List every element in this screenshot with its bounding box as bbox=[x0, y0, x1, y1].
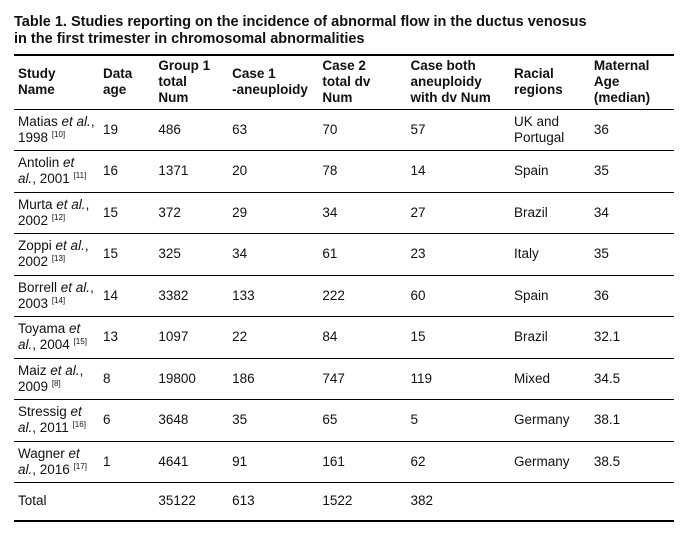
racial-region-cell bbox=[510, 275, 590, 317]
group1-total-cell: 1097 bbox=[154, 317, 228, 359]
group1-total-cell: 4641 bbox=[154, 441, 228, 483]
study-author: Stressig bbox=[18, 404, 67, 420]
column-header-line: Case both bbox=[410, 58, 476, 74]
study-year: , 2016 bbox=[32, 461, 70, 477]
study-name-cell bbox=[14, 358, 99, 400]
total-row bbox=[14, 483, 674, 521]
case2-dv-cell: 747 bbox=[318, 358, 406, 400]
racial-region-cell bbox=[510, 234, 590, 276]
study-reference: [11] bbox=[73, 171, 87, 181]
table-row bbox=[14, 400, 674, 442]
case-both-cell: 5 bbox=[406, 400, 510, 442]
case1-aneuploidy-cell: 34 bbox=[228, 234, 318, 276]
table-row bbox=[14, 358, 674, 400]
case1-aneuploidy-cell: 91 bbox=[228, 441, 318, 483]
column-header bbox=[510, 55, 590, 109]
column-header bbox=[228, 55, 318, 109]
case-both-cell: 14 bbox=[406, 151, 510, 193]
total-maternal-age bbox=[590, 483, 674, 521]
study-reference: [17] bbox=[73, 461, 87, 471]
case2-dv-cell: 222 bbox=[318, 275, 406, 317]
group1-total-cell: 19800 bbox=[154, 358, 228, 400]
study-name-cell bbox=[14, 441, 99, 483]
data-age-cell: 15 bbox=[99, 192, 154, 234]
column-header-line: aneuploidy bbox=[410, 74, 482, 90]
column-header-line: with dv Num bbox=[410, 90, 491, 106]
maternal-age-cell: 35 bbox=[590, 234, 674, 276]
region-line: UK and bbox=[513, 113, 559, 129]
group1-total-cell: 3648 bbox=[154, 400, 228, 442]
table-body bbox=[14, 109, 674, 521]
case-both-cell: 27 bbox=[406, 192, 510, 234]
column-header-line: Age bbox=[593, 74, 620, 90]
case1-aneuploidy-cell: 20 bbox=[228, 151, 318, 193]
table-row bbox=[14, 151, 674, 193]
study-name-cell bbox=[14, 151, 99, 193]
study-author: Zoppi bbox=[18, 238, 52, 254]
study-year: , 2004 bbox=[32, 337, 70, 353]
study-author: Antolin bbox=[18, 155, 60, 171]
table-row bbox=[14, 317, 674, 359]
maternal-age-cell: 34 bbox=[590, 192, 674, 234]
region-line: Germany bbox=[513, 453, 570, 469]
data-age-cell: 19 bbox=[99, 109, 154, 151]
racial-region-cell bbox=[510, 317, 590, 359]
column-header bbox=[14, 55, 99, 109]
study-name-cell bbox=[14, 317, 99, 359]
study-etal: et al. bbox=[50, 362, 80, 378]
case1-aneuploidy-cell: 22 bbox=[228, 317, 318, 359]
caption-line-1: Table 1. Studies reporting on the incidence of abnormal flow in the ductus venosus bbox=[14, 14, 587, 30]
case2-dv-cell: 70 bbox=[318, 109, 406, 151]
region-line: Portugal bbox=[513, 129, 565, 145]
study-etal: et al. bbox=[60, 279, 91, 295]
table-caption bbox=[14, 14, 674, 48]
case2-dv-cell: 61 bbox=[318, 234, 406, 276]
study-author: Toyama bbox=[18, 321, 66, 337]
study-reference: [13] bbox=[51, 254, 66, 264]
column-header bbox=[406, 55, 510, 109]
data-age-cell: 13 bbox=[99, 317, 154, 359]
study-author: Matias bbox=[18, 113, 58, 129]
study-year: , 2001 bbox=[32, 171, 70, 187]
total-case2: 1522 bbox=[318, 483, 406, 521]
case2-dv-cell: 78 bbox=[318, 151, 406, 193]
total-case-both: 382 bbox=[406, 483, 510, 521]
study-reference: [8] bbox=[51, 378, 61, 388]
study-name-cell bbox=[14, 192, 99, 234]
study-year: , 2002 bbox=[18, 238, 89, 270]
data-age-cell: 16 bbox=[99, 151, 154, 193]
study-year: , 2011 bbox=[32, 420, 69, 436]
table-row bbox=[14, 109, 674, 151]
study-reference: [14] bbox=[51, 295, 66, 305]
total-case1: 613 bbox=[228, 483, 318, 521]
column-header bbox=[318, 55, 406, 109]
column-header-line: -aneuploidy bbox=[232, 82, 308, 98]
maternal-age-cell: 34.5 bbox=[590, 358, 674, 400]
case-both-cell: 57 bbox=[406, 109, 510, 151]
column-header-line: Num bbox=[158, 90, 189, 106]
case-both-cell: 15 bbox=[406, 317, 510, 359]
case1-aneuploidy-cell: 186 bbox=[228, 358, 318, 400]
column-header-line: Racial bbox=[513, 66, 554, 82]
study-reference: [15] bbox=[73, 337, 87, 347]
study-year: , 1998 bbox=[18, 113, 95, 145]
region-line: Spain bbox=[513, 287, 549, 303]
case1-aneuploidy-cell: 29 bbox=[228, 192, 318, 234]
study-author: Maiz bbox=[18, 362, 47, 378]
column-header-line: total dv bbox=[322, 74, 371, 90]
region-line: Mixed bbox=[513, 370, 550, 386]
racial-region-cell bbox=[510, 192, 590, 234]
study-etal: et al. bbox=[18, 321, 81, 353]
maternal-age-cell: 36 bbox=[590, 275, 674, 317]
column-header bbox=[590, 55, 674, 109]
group1-total-cell: 486 bbox=[154, 109, 228, 151]
column-header-line: age bbox=[103, 82, 127, 98]
case2-dv-cell: 65 bbox=[318, 400, 406, 442]
data-age-cell: 1 bbox=[99, 441, 154, 483]
data-age-cell: 6 bbox=[99, 400, 154, 442]
maternal-age-cell: 32.1 bbox=[590, 317, 674, 359]
column-header-line: (median) bbox=[593, 90, 651, 106]
study-etal: et al. bbox=[18, 404, 82, 436]
study-etal: et al. bbox=[55, 238, 85, 254]
column-header-line: Name bbox=[18, 82, 55, 98]
group1-total-cell: 372 bbox=[154, 192, 228, 234]
region-line: Brazil bbox=[513, 329, 548, 345]
racial-region-cell bbox=[510, 358, 590, 400]
study-name-cell bbox=[14, 400, 99, 442]
column-header-line: regions bbox=[513, 82, 563, 98]
region-line: Germany bbox=[513, 412, 570, 428]
table-row bbox=[14, 441, 674, 483]
column-header-line: Num bbox=[322, 90, 353, 106]
case2-dv-cell: 84 bbox=[318, 317, 406, 359]
region-line: Spain bbox=[513, 163, 549, 179]
case-both-cell: 23 bbox=[406, 234, 510, 276]
maternal-age-cell: 38.5 bbox=[590, 441, 674, 483]
study-reference: [10] bbox=[51, 129, 66, 139]
study-author: Murta bbox=[18, 196, 53, 212]
maternal-age-cell: 35 bbox=[590, 151, 674, 193]
case-both-cell: 60 bbox=[406, 275, 510, 317]
racial-region-cell bbox=[510, 109, 590, 151]
total-group1: 35122 bbox=[154, 483, 228, 521]
table-row bbox=[14, 192, 674, 234]
region-line: Italy bbox=[513, 246, 539, 262]
study-etal: et al. bbox=[61, 113, 91, 129]
data-age-cell: 8 bbox=[99, 358, 154, 400]
group1-total-cell: 325 bbox=[154, 234, 228, 276]
case1-aneuploidy-cell: 133 bbox=[228, 275, 318, 317]
study-author: Borrell bbox=[18, 279, 58, 295]
caption-line-2: in the first trimester in chromosomal abnormalities bbox=[14, 31, 365, 47]
study-name-cell bbox=[14, 109, 99, 151]
case-both-cell: 62 bbox=[406, 441, 510, 483]
study-author: Wagner bbox=[18, 445, 65, 461]
column-header-line: Group 1 bbox=[158, 58, 211, 74]
study-reference: [16] bbox=[72, 420, 86, 430]
group1-total-cell: 3382 bbox=[154, 275, 228, 317]
study-name-cell bbox=[14, 275, 99, 317]
study-year: , 2009 bbox=[18, 362, 84, 394]
case2-dv-cell: 34 bbox=[318, 192, 406, 234]
total-label: Total bbox=[14, 483, 99, 521]
study-year: , 2002 bbox=[18, 196, 90, 228]
study-etal: et al. bbox=[18, 445, 80, 477]
column-header bbox=[99, 55, 154, 109]
study-etal: et al. bbox=[56, 196, 86, 212]
column-header-line: Data bbox=[103, 66, 133, 82]
studies-table bbox=[14, 54, 674, 522]
total-data-age bbox=[99, 483, 154, 521]
column-header-line: total bbox=[158, 74, 187, 90]
header-row bbox=[14, 55, 674, 109]
data-age-cell: 15 bbox=[99, 234, 154, 276]
table-row bbox=[14, 234, 674, 276]
region-line: Brazil bbox=[513, 204, 548, 220]
case1-aneuploidy-cell: 35 bbox=[228, 400, 318, 442]
study-year: , 2003 bbox=[18, 279, 94, 311]
maternal-age-cell: 38.1 bbox=[590, 400, 674, 442]
data-age-cell: 14 bbox=[99, 275, 154, 317]
column-header-line: Case 2 bbox=[322, 58, 366, 74]
total-region bbox=[510, 483, 590, 521]
table-row bbox=[14, 275, 674, 317]
column-header bbox=[154, 55, 228, 109]
case-both-cell: 119 bbox=[406, 358, 510, 400]
study-reference: [12] bbox=[51, 212, 66, 222]
column-header-line: Case 1 bbox=[232, 66, 276, 82]
racial-region-cell bbox=[510, 441, 590, 483]
case1-aneuploidy-cell: 63 bbox=[228, 109, 318, 151]
column-header-line: Maternal bbox=[593, 58, 650, 74]
case2-dv-cell: 161 bbox=[318, 441, 406, 483]
racial-region-cell bbox=[510, 151, 590, 193]
study-name-cell bbox=[14, 234, 99, 276]
column-header-line: Study bbox=[18, 66, 56, 82]
racial-region-cell bbox=[510, 400, 590, 442]
group1-total-cell: 1371 bbox=[154, 151, 228, 193]
study-etal: et al. bbox=[18, 155, 75, 187]
maternal-age-cell: 36 bbox=[590, 109, 674, 151]
